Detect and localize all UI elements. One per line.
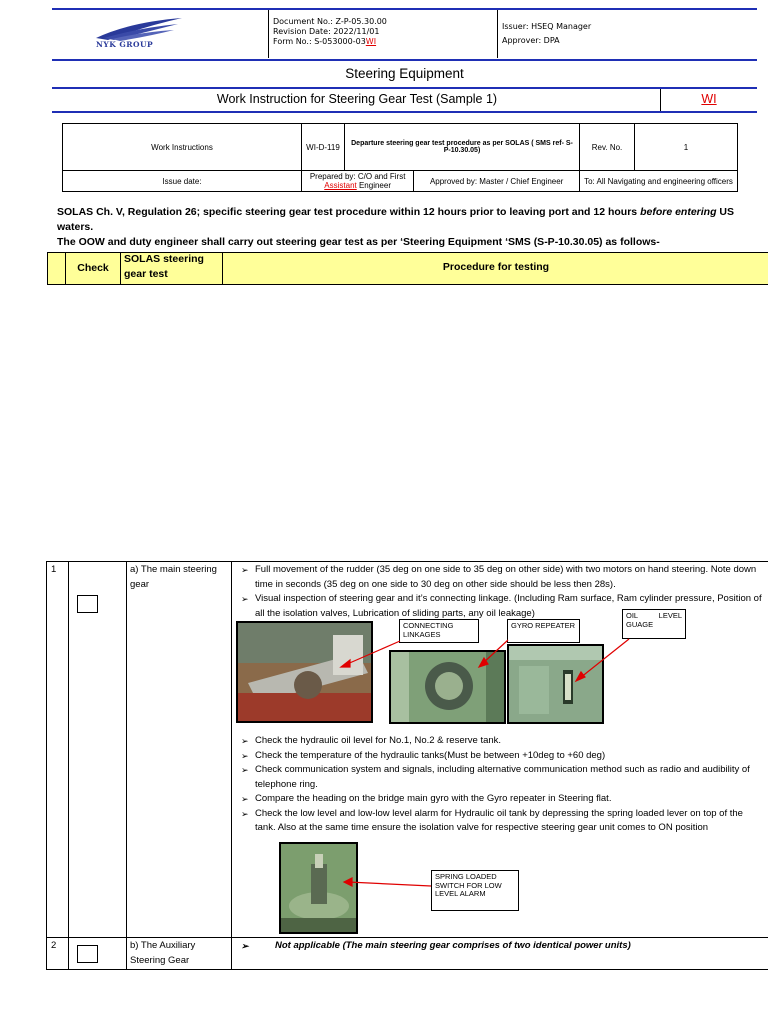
item-auxiliary-steering-gear: b) The Auxiliary Steering Gear — [127, 938, 232, 970]
oow-instruction: The OOW and duty engineer shall carry out steering gear test as per ‘Steering Equipment ‘SMS (S-P-10.30.05) as follows- — [57, 236, 660, 248]
arrow-oil-head — [576, 672, 585, 681]
step-low-level-alarm: ➢ Check the low level and low-low level alarm for Hydraulic oil tank by depressing the spring loaded lever on top of the tank. Also at the same time ensure the isolation valve for respective steering gear unit comes to ON position — [233, 807, 765, 836]
to-recipients: To: All Navigating and engineering officers — [580, 171, 738, 192]
header-solas: SOLAS steering gear test — [124, 253, 204, 280]
subtitle: Work Instruction for Steering Gear Test (Sample 1) — [216, 92, 498, 106]
approver: Approver: DPA — [502, 36, 560, 45]
callout-gyro-repeater: GYRO REPEATER — [507, 619, 580, 643]
step-full-movement: ➢ Full movement of the rudder (35 deg on one side to 35 deg on other side) with two motors on hand steering. Note down time in seconds (35 deg on one side to 30 deg on other side should be less then 28s). — [233, 563, 765, 592]
arrow-linkages — [345, 641, 400, 665]
issuer: Issuer: HSEQ Manager — [502, 22, 592, 31]
header-check: Check — [77, 262, 109, 274]
row-number: 1 — [47, 562, 69, 938]
logo-text: NYK GROUP — [96, 40, 154, 49]
rev-label: Rev. No. — [580, 124, 635, 171]
callout-connecting-linkages: CONNECTING LINKAGES — [399, 619, 479, 643]
page-title: Steering Equipment — [345, 66, 464, 81]
solas-intro: SOLAS Ch. V, Regulation 26; specific steering gear test procedure within 12 hours prior to leaving port and 12 hours before entering US waters. The OOW and duty engineer shall carry out steering gear test as per ‘Steering Equipment ‘SMS (S-P-10.30.05) as follows- — [57, 206, 735, 248]
row-number: 2 — [47, 938, 69, 970]
callout-spring-loaded-switch: SPRING LOADED SWITCH FOR LOW LEVEL ALARM — [431, 870, 519, 911]
step-oil-level: ➢ Check the hydraulic oil level for No.1, No.2 & reserve tank. — [233, 734, 765, 749]
arrow-spring — [348, 882, 431, 886]
wi-description: Departure steering gear test procedure as per SOLAS ( SMS ref- S-P-10.30.05) — [345, 124, 580, 171]
prepared-by: Prepared by: C/O and First Assistant Engineer — [302, 171, 414, 192]
form-number: Form No.: S-053000-03WI — [273, 37, 377, 46]
step-gyro-compare: ➢ Compare the heading on the bridge main gyro with the Gyro repeater in Steering flat. — [233, 792, 765, 807]
step-temperature: ➢ Check the temperature of the hydraulic tanks(Must be between +10deg to +60 deg) — [233, 749, 765, 764]
document-number: Document No.: Z-P-05.30.00 — [273, 17, 387, 26]
step-communication: ➢ Check communication system and signals, including alternative communication method such as radio and audibility of telephone ring. — [233, 763, 765, 792]
arrow-spring-head — [344, 878, 352, 886]
arrow-oil — [580, 639, 629, 678]
arrow-linkages-head — [341, 660, 350, 667]
callout-oil-level-gauge: OIL LEVEL GUAGE — [622, 609, 686, 639]
approved-by: Approved by: Master / Chief Engineer — [414, 171, 580, 192]
step-visual-inspection: ➢ Visual inspection of steering gear and it’s connecting linkage. (Including Ram surface, Ram cylinder pressure, Position of all the isolation valves, Lubrication of sliding parts, any oil leakage) — [233, 592, 765, 621]
not-applicable-note: ➢ Not applicable (The main steering gear comprises of two identical power units) — [233, 939, 768, 954]
rev-value: 1 — [635, 124, 738, 171]
issue-date-label: Issue date: — [63, 171, 302, 192]
wi-code: WI-D-119 — [302, 124, 345, 171]
work-instructions-label: Work Instructions — [63, 124, 302, 171]
revision-date: Revision Date: 2022/11/01 — [273, 27, 380, 36]
item-main-steering-gear: a) The main steering gear — [127, 562, 232, 938]
header-procedure: Procedure for testing — [442, 261, 550, 273]
wi-link[interactable]: WI — [701, 92, 717, 106]
